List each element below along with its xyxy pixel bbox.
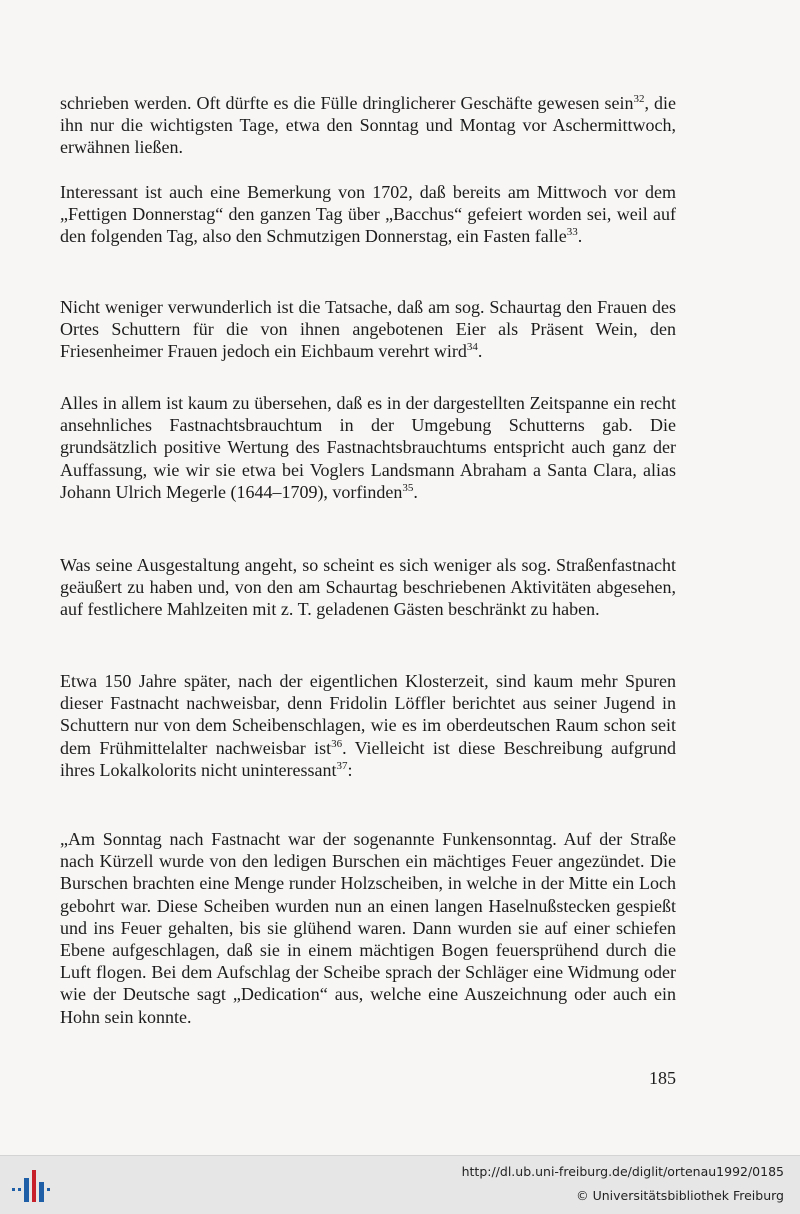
source-url-link[interactable]: http://dl.ub.uni-freiburg.de/diglit/ortenau1992/0185: [461, 1164, 784, 1179]
paragraph-2: [60, 181, 676, 248]
paragraph-text: , die ihn nur die wichtigsten Tage, etwa den Sonntag und Montag vor Aschermittwoch, erwähnen ließen.: [60, 93, 676, 158]
quote-text: „Am Sonntag nach Fastnacht war der sogenannte Funkensonntag. Auf der Straße nach Kürzell wurde von den ledigen Burschen ein mächtiges Feuer angezündet. Die Burschen brachten eine Menge runder Holzscheiben, in welche in der Mitte ein Loch gebohrt war. Diese Scheiben wurden nun an einen langen Haselnußstecken gespießt und ins Feuer gehalten, bis sie glühend waren. Dann wurden sie auf einer schiefen Ebene aufgeschlagen, daß sie in einem mächtigen Bogen feuersprühend durch die Luft flogen. Bei dem Aufschlag der Scheibe sprach der Schläger eine Widmung oder wie der Deutsche sagt „Dedication“ aus, welche eine Auszeichnung oder auch ein Hohn sein konnte.: [60, 829, 676, 1027]
paragraph-text: Alles in allem ist kaum zu übersehen, daß es in der dargestellten Zeitspanne ein recht ansehnliches Fastnachtsbrauchtum in der Umgebung Schutterns gab. Die grundsätzlich positive Wertung des Fastnachtsbrauchtums entspricht auch ganz der Auffassung, wie wir sie etwa bei Voglers Landsmann Abraham a Santa Clara, alias Johann Ulrich Megerle (1644–1709), vorfinden: [60, 393, 676, 502]
paragraph-text: Etwa 150 Jahre später, nach der eigentlichen Klosterzeit, sind kaum mehr Spuren dieser Fastnacht nachweisbar, denn Fridolin Löffler berichtet aus seiner Jugend in Schuttern nur von dem Scheibenschlagen, wie es im oberdeutschen Raum schon seit dem Frühmittelalter nachweisbar ist: [60, 671, 676, 758]
paragraph-text: .: [477, 341, 483, 362]
paragraph-text: schrieben werden. Oft dürfte es die Fülle dringlicherer Geschäfte gewesen sein: [60, 93, 634, 113]
footnote-ref-33: 33: [566, 226, 578, 239]
paragraph-text: Nicht weniger verwunderlich ist die Tatsache, daß am sog. Schaurtag den Frauen des Ortes Schuttern für die von ihnen angebotenen Eier als Präsent Wein, den Friesenheimer Frauen jedoch ein Eichbaum verehrt wird: [60, 297, 676, 362]
footnote-ref-36: 36: [331, 737, 343, 750]
footer-bar: [0, 1155, 800, 1214]
paragraph-text: .: [413, 481, 418, 502]
paragraph-text: . Vielleicht ist diese Beschreibung aufgrund ihres Lokalkolorits nicht uninteressant: [60, 737, 676, 780]
paragraph-6: [60, 670, 676, 781]
footnote-ref-34: 34: [466, 341, 478, 354]
paragraph-7-quote: [60, 828, 676, 1028]
page-number: 185: [649, 1068, 676, 1088]
paragraph-text: .: [577, 226, 583, 247]
footnote-ref-35: 35: [402, 481, 414, 494]
ub-freiburg-logo-icon: [10, 1164, 54, 1208]
paragraph-text: Interessant ist auch eine Bemerkung von 1702, daß bereits am Mittwoch vor dem „Fettigen Donnerstag“ den ganzen Tag über „Bacchus“ gefeiert worden sei, weil auf den folgenden Tag, also den Schmutzigen Donnerstag, ein Fasten falle: [60, 182, 676, 247]
paragraph-text: :: [347, 759, 353, 780]
paragraph-1: [60, 92, 676, 159]
copyright-notice: © Universitätsbibliothek Freiburg: [576, 1188, 784, 1203]
footnote-ref-37: 37: [336, 759, 348, 772]
paragraph-4: [60, 392, 676, 503]
footnote-ref-32: 32: [633, 93, 645, 105]
paragraph-3: [60, 296, 676, 363]
paragraph-5: [60, 554, 676, 621]
paragraph-text: Was seine Ausgestaltung angeht, so scheint es sich weniger als sog. Straßenfastnacht geäußert zu haben und, von den am Schaurtag beschriebenen Aktivitäten abgesehen, auf festlichere Mahlzeiten mit z. T. geladenen Gästen beschränkt zu haben.: [60, 555, 676, 620]
